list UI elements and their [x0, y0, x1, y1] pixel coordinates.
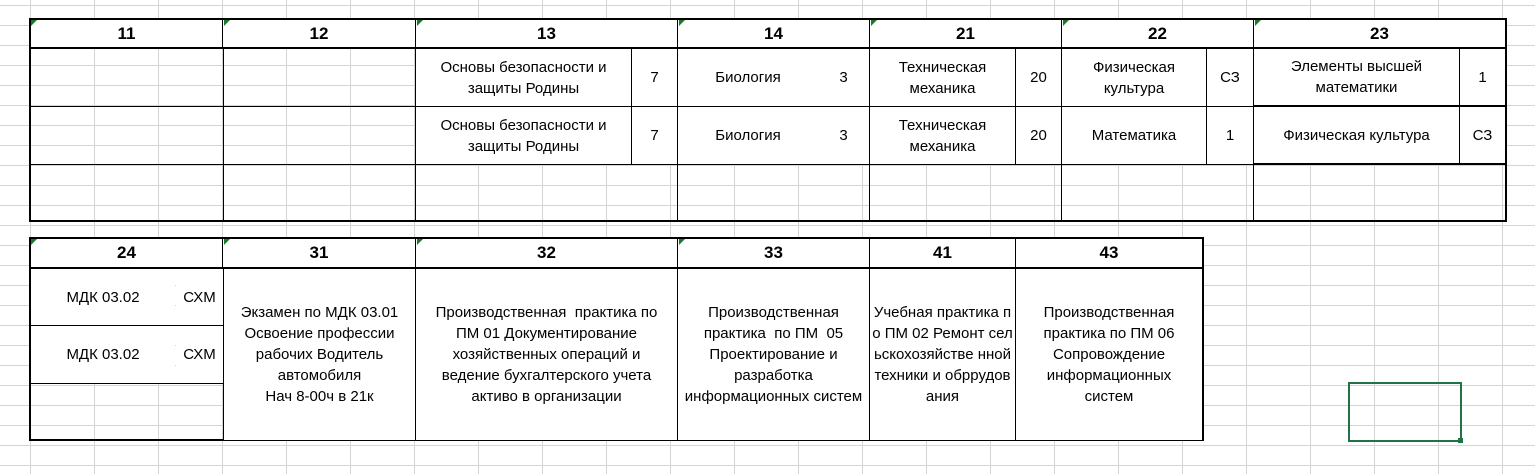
subject-cell[interactable]: Основы безопасности и защиты Родины	[416, 107, 631, 164]
group-header-11[interactable]: 11	[31, 20, 223, 49]
group-header-22[interactable]: 22	[1062, 20, 1254, 49]
subject-cell[interactable]: МДК 03.02	[31, 269, 175, 325]
fill-handle[interactable]	[1458, 438, 1463, 443]
group-header-31[interactable]: 31	[223, 239, 416, 269]
subject-cell[interactable]: Основы безопасности и защиты Родины	[416, 49, 631, 106]
room-cell[interactable]: СЗ	[1460, 107, 1505, 163]
comment-marker-icon	[224, 239, 230, 245]
room-cell[interactable]: СЗ	[1207, 49, 1253, 106]
comment-marker-icon	[1255, 20, 1261, 26]
group-header-33[interactable]: 33	[678, 239, 870, 269]
subject-cell[interactable]: Физическая культура	[1254, 107, 1459, 163]
subject-cell[interactable]: Математика	[1062, 107, 1206, 164]
group-header-12[interactable]: 12	[223, 20, 416, 49]
subject-cell[interactable]: Физическая культура	[1062, 49, 1206, 106]
merged-practice-cell[interactable]: Экзамен по МДК 03.01 Освоение профессии рабочих Водитель автомобиля Нач 8-00ч в 21к	[224, 269, 415, 440]
merged-practice-cell[interactable]: Производственная практика по ПМ 05 Проектирование и разработка информационных систем	[678, 269, 869, 440]
comment-marker-icon	[31, 20, 37, 26]
merged-practice-cell[interactable]: Производственная практика по ПМ 01 Документирование хозяйственных операций и ведение бухгалтерского учета активо в организации	[416, 269, 677, 440]
group-header-21[interactable]: 21	[870, 20, 1062, 49]
comment-marker-icon	[417, 239, 423, 245]
comment-marker-icon	[1063, 20, 1069, 26]
group-header-43[interactable]: 43	[1016, 239, 1202, 269]
comment-marker-icon	[224, 20, 230, 26]
subject-cell[interactable]: Биология	[678, 49, 818, 106]
group-header-13[interactable]: 13	[416, 20, 678, 49]
subject-cell[interactable]: Биология	[678, 107, 818, 164]
selected-cell[interactable]	[1348, 382, 1462, 442]
comment-marker-icon	[679, 239, 685, 245]
group-header-24[interactable]: 24	[31, 239, 223, 269]
room-cell[interactable]: 3	[818, 49, 869, 106]
subject-cell[interactable]: Техническая механика	[870, 49, 1015, 106]
room-cell[interactable]: 20	[1016, 49, 1061, 106]
comment-marker-icon	[679, 20, 685, 26]
room-cell[interactable]: 1	[1207, 107, 1253, 164]
room-cell[interactable]: 7	[632, 49, 677, 106]
subject-cell[interactable]: МДК 03.02	[31, 326, 175, 383]
room-cell[interactable]: 7	[632, 107, 677, 164]
room-cell[interactable]: СХМ	[176, 269, 223, 325]
comment-marker-icon	[31, 239, 37, 245]
subject-cell[interactable]: Элементы высшей математики	[1254, 49, 1459, 105]
comment-marker-icon	[417, 20, 423, 26]
comment-marker-icon	[871, 20, 877, 26]
group-header-23[interactable]: 23	[1254, 20, 1505, 49]
group-header-41[interactable]: 41	[870, 239, 1016, 269]
room-cell[interactable]: СХМ	[176, 326, 223, 383]
room-cell[interactable]: 3	[818, 107, 869, 164]
group-header-32[interactable]: 32	[416, 239, 678, 269]
group-header-14[interactable]: 14	[678, 20, 870, 49]
subject-cell[interactable]: Техническая механика	[870, 107, 1015, 164]
merged-practice-cell[interactable]: Учебная практика по ПМ 02 Ремонт сельскохозяйстве нной техники и обррудования	[870, 269, 1015, 440]
merged-practice-cell[interactable]: Производственная практика по ПМ 06 Сопровождение информационных систем	[1016, 269, 1202, 440]
room-cell[interactable]: 1	[1460, 49, 1505, 105]
room-cell[interactable]: 20	[1016, 107, 1061, 164]
